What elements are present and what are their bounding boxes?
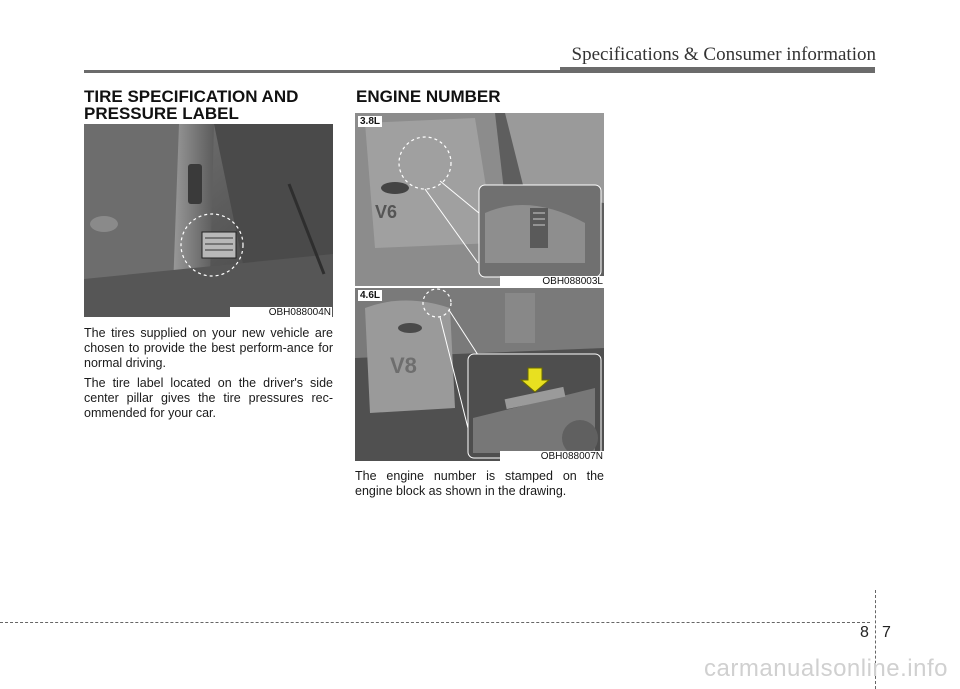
engine-photo-3-8l xyxy=(355,113,604,286)
page-number: 7 xyxy=(882,624,891,641)
engine-section-text xyxy=(355,469,604,504)
engine-photo-code-3-8l: OBH088003L xyxy=(500,276,604,287)
tire-photo-code: OBH088004N xyxy=(230,307,332,318)
svg-text:V8: V8 xyxy=(390,353,417,378)
engine-photo-4-6l xyxy=(355,288,604,461)
tire-section-heading: TIRE SPECIFICATION AND PRESSURE LABEL xyxy=(84,87,299,123)
header-rule xyxy=(84,70,875,73)
engine-size-label-3-8l: 3.8L xyxy=(360,116,381,127)
engine-size-label-4-6l: 4.6L xyxy=(360,290,381,301)
tire-section-text xyxy=(84,326,333,426)
tire-paragraph-2: The tire label located on the driver's side center pillar gives the tire pressures rec-ommended for your car. xyxy=(84,376,333,420)
engine-photo-code-4-6l: OBH088007N xyxy=(500,451,604,462)
engine-paragraph: The engine number is stamped on the engine block as shown in the drawing. xyxy=(355,469,604,498)
watermark: carmanualsonline.info xyxy=(704,655,948,682)
tire-paragraph-1: The tires supplied on your new vehicle are chosen to provide the best perform-ance for normal driving. xyxy=(84,326,333,370)
footer-dashed-rule xyxy=(0,622,870,623)
engine-section-heading: ENGINE NUMBER xyxy=(356,87,501,106)
svg-text:V6: V6 xyxy=(375,202,398,222)
tire-label-photo xyxy=(84,124,333,317)
chapter-number: 8 xyxy=(860,624,869,641)
section-header-title: Specifications & Consumer information xyxy=(571,44,876,65)
